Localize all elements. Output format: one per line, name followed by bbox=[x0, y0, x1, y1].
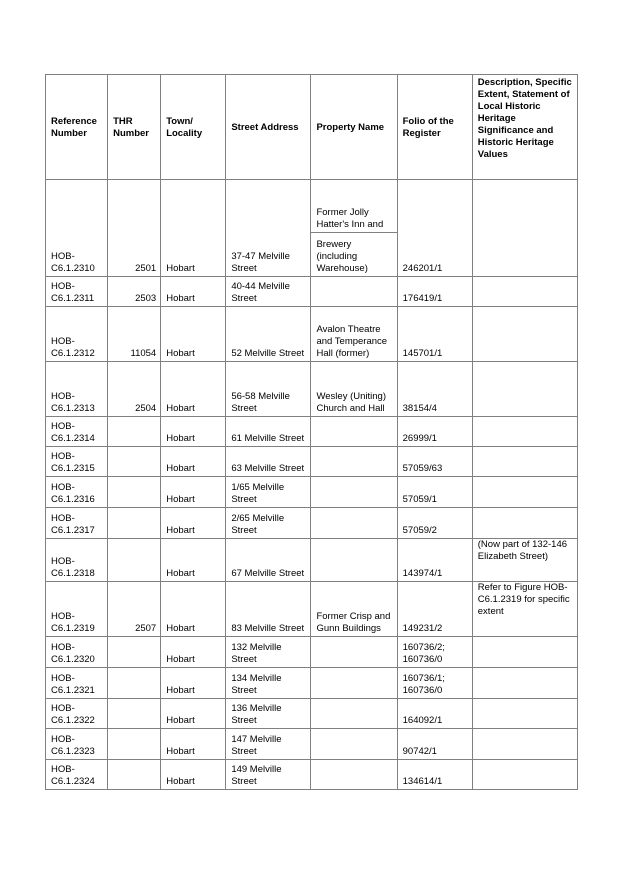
reference-cell: HOB-C6.1.2319 bbox=[46, 582, 108, 637]
reference-cell: HOB-C6.1.2311 bbox=[46, 277, 108, 307]
table-row bbox=[46, 637, 578, 668]
folio-cell: 160736/2; 160736/0 bbox=[397, 637, 472, 668]
street-address-cell: 1/65 Melville Street bbox=[226, 477, 311, 508]
description-cell bbox=[472, 277, 577, 307]
folio-cell: 57059/63 bbox=[397, 447, 472, 477]
heritage-register-table bbox=[45, 74, 578, 790]
thr-cell bbox=[108, 699, 161, 729]
reference-cell: HOB-C6.1.2313 bbox=[46, 362, 108, 417]
reference-cell: HOB-C6.1.2310 bbox=[46, 180, 108, 277]
property-name-cell bbox=[311, 508, 397, 539]
folio-cell: 134614/1 bbox=[397, 760, 472, 790]
town-cell: Hobart bbox=[161, 539, 226, 582]
thr-cell: 2503 bbox=[108, 277, 161, 307]
property-name-cell bbox=[311, 637, 397, 668]
thr-cell bbox=[108, 539, 161, 582]
street-address-cell: 83 Melville Street bbox=[226, 582, 311, 637]
description-cell bbox=[472, 180, 577, 277]
table-body bbox=[46, 180, 578, 790]
description-cell bbox=[472, 699, 577, 729]
street-address-cell: 52 Melville Street bbox=[226, 307, 311, 362]
town-cell: Hobart bbox=[161, 277, 226, 307]
thr-cell bbox=[108, 637, 161, 668]
property-name-cell bbox=[311, 539, 397, 582]
town-cell: Hobart bbox=[161, 582, 226, 637]
property-name-cell bbox=[311, 417, 397, 447]
header-property-name: Property Name bbox=[311, 75, 397, 180]
reference-cell: HOB-C6.1.2315 bbox=[46, 447, 108, 477]
header-street-address: Street Address bbox=[226, 75, 311, 180]
street-address-cell: 149 Melville Street bbox=[226, 760, 311, 790]
property-name-cell: Avalon Theatre and Temperance Hall (former) bbox=[311, 307, 397, 362]
property-name-part: Brewery (including Warehouse) bbox=[316, 239, 368, 274]
table-header-row bbox=[46, 75, 578, 180]
street-address-cell: 147 Melville Street bbox=[226, 729, 311, 760]
folio-cell: 176419/1 bbox=[397, 277, 472, 307]
description-cell bbox=[472, 637, 577, 668]
folio-cell: 57059/2 bbox=[397, 508, 472, 539]
folio-cell: 143974/1 bbox=[397, 539, 472, 582]
thr-cell: 2501 bbox=[108, 180, 161, 277]
property-name-cell bbox=[311, 729, 397, 760]
property-name-cell bbox=[311, 760, 397, 790]
folio-cell: 246201/1 bbox=[397, 180, 472, 277]
description-cell: (Now part of 132-146 Elizabeth Street) bbox=[472, 539, 577, 582]
header-reference-number: Reference Number bbox=[46, 75, 108, 180]
folio-cell: 90742/1 bbox=[397, 729, 472, 760]
table-row bbox=[46, 477, 578, 508]
thr-cell: 2507 bbox=[108, 582, 161, 637]
thr-cell bbox=[108, 417, 161, 447]
town-cell: Hobart bbox=[161, 668, 226, 699]
property-name-cell bbox=[311, 699, 397, 729]
property-name-part: Former Jolly Hatter's Inn and bbox=[311, 207, 396, 233]
reference-cell: HOB-C6.1.2321 bbox=[46, 668, 108, 699]
header-description: Description, Specific Extent, Statement of Local Historic Heritage Significance and Historic Heritage Values bbox=[472, 75, 577, 180]
town-cell: Hobart bbox=[161, 508, 226, 539]
table-row bbox=[46, 582, 578, 637]
town-cell: Hobart bbox=[161, 699, 226, 729]
street-address-cell: 2/65 Melville Street bbox=[226, 508, 311, 539]
town-cell: Hobart bbox=[161, 637, 226, 668]
property-name-cell bbox=[311, 668, 397, 699]
town-cell: Hobart bbox=[161, 180, 226, 277]
table-row bbox=[46, 277, 578, 307]
description-cell: Refer to Figure HOB-C6.1.2319 for specific extent bbox=[472, 582, 577, 637]
town-cell: Hobart bbox=[161, 447, 226, 477]
folio-cell: 164092/1 bbox=[397, 699, 472, 729]
thr-cell bbox=[108, 477, 161, 508]
folio-cell: 57059/1 bbox=[397, 477, 472, 508]
street-address-cell: 67 Melville Street bbox=[226, 539, 311, 582]
street-address-cell: 56-58 Melville Street bbox=[226, 362, 311, 417]
thr-cell: 11054 bbox=[108, 307, 161, 362]
table-row bbox=[46, 508, 578, 539]
folio-cell: 160736/1; 160736/0 bbox=[397, 668, 472, 699]
description-cell bbox=[472, 508, 577, 539]
town-cell: Hobart bbox=[161, 307, 226, 362]
street-address-cell: 37-47 Melville Street bbox=[226, 180, 311, 277]
table-row bbox=[46, 699, 578, 729]
reference-cell: HOB-C6.1.2320 bbox=[46, 637, 108, 668]
description-cell bbox=[472, 477, 577, 508]
description-cell bbox=[472, 729, 577, 760]
town-cell: Hobart bbox=[161, 729, 226, 760]
table-row bbox=[46, 760, 578, 790]
street-address-cell: 61 Melville Street bbox=[226, 417, 311, 447]
thr-cell bbox=[108, 447, 161, 477]
reference-cell: HOB-C6.1.2323 bbox=[46, 729, 108, 760]
property-name-cell bbox=[311, 477, 397, 508]
town-cell: Hobart bbox=[161, 417, 226, 447]
folio-cell: 26999/1 bbox=[397, 417, 472, 447]
street-address-cell: 63 Melville Street bbox=[226, 447, 311, 477]
table-row bbox=[46, 539, 578, 582]
reference-cell: HOB-C6.1.2314 bbox=[46, 417, 108, 447]
property-name-cell bbox=[311, 277, 397, 307]
property-name-cell bbox=[311, 180, 397, 277]
street-address-cell: 136 Melville Street bbox=[226, 699, 311, 729]
description-cell bbox=[472, 447, 577, 477]
folio-cell: 145701/1 bbox=[397, 307, 472, 362]
reference-cell: HOB-C6.1.2317 bbox=[46, 508, 108, 539]
reference-cell: HOB-C6.1.2316 bbox=[46, 477, 108, 508]
table-row bbox=[46, 362, 578, 417]
thr-cell bbox=[108, 508, 161, 539]
reference-cell: HOB-C6.1.2324 bbox=[46, 760, 108, 790]
table-row bbox=[46, 307, 578, 362]
reference-cell: HOB-C6.1.2318 bbox=[46, 539, 108, 582]
reference-cell: HOB-C6.1.2312 bbox=[46, 307, 108, 362]
table-row bbox=[46, 417, 578, 447]
property-name-cell: Wesley (Uniting) Church and Hall bbox=[311, 362, 397, 417]
property-name-cell: Former Crisp and Gunn Buildings bbox=[311, 582, 397, 637]
folio-cell: 38154/4 bbox=[397, 362, 472, 417]
table-row bbox=[46, 729, 578, 760]
reference-cell: HOB-C6.1.2322 bbox=[46, 699, 108, 729]
street-address-cell: 134 Melville Street bbox=[226, 668, 311, 699]
description-cell bbox=[472, 307, 577, 362]
table-row bbox=[46, 447, 578, 477]
folio-cell: 149231/2 bbox=[397, 582, 472, 637]
description-cell bbox=[472, 417, 577, 447]
header-thr-number: THR Number bbox=[108, 75, 161, 180]
description-cell bbox=[472, 668, 577, 699]
header-town-locality: Town/ Locality bbox=[161, 75, 226, 180]
town-cell: Hobart bbox=[161, 760, 226, 790]
thr-cell: 2504 bbox=[108, 362, 161, 417]
table-row bbox=[46, 668, 578, 699]
thr-cell bbox=[108, 760, 161, 790]
property-name-cell bbox=[311, 447, 397, 477]
header-folio: Folio of the Register bbox=[397, 75, 472, 180]
thr-cell bbox=[108, 729, 161, 760]
street-address-cell: 40-44 Melville Street bbox=[226, 277, 311, 307]
street-address-cell: 132 Melville Street bbox=[226, 637, 311, 668]
table-row bbox=[46, 180, 578, 277]
town-cell: Hobart bbox=[161, 477, 226, 508]
description-cell bbox=[472, 760, 577, 790]
thr-cell bbox=[108, 668, 161, 699]
description-cell bbox=[472, 362, 577, 417]
town-cell: Hobart bbox=[161, 362, 226, 417]
